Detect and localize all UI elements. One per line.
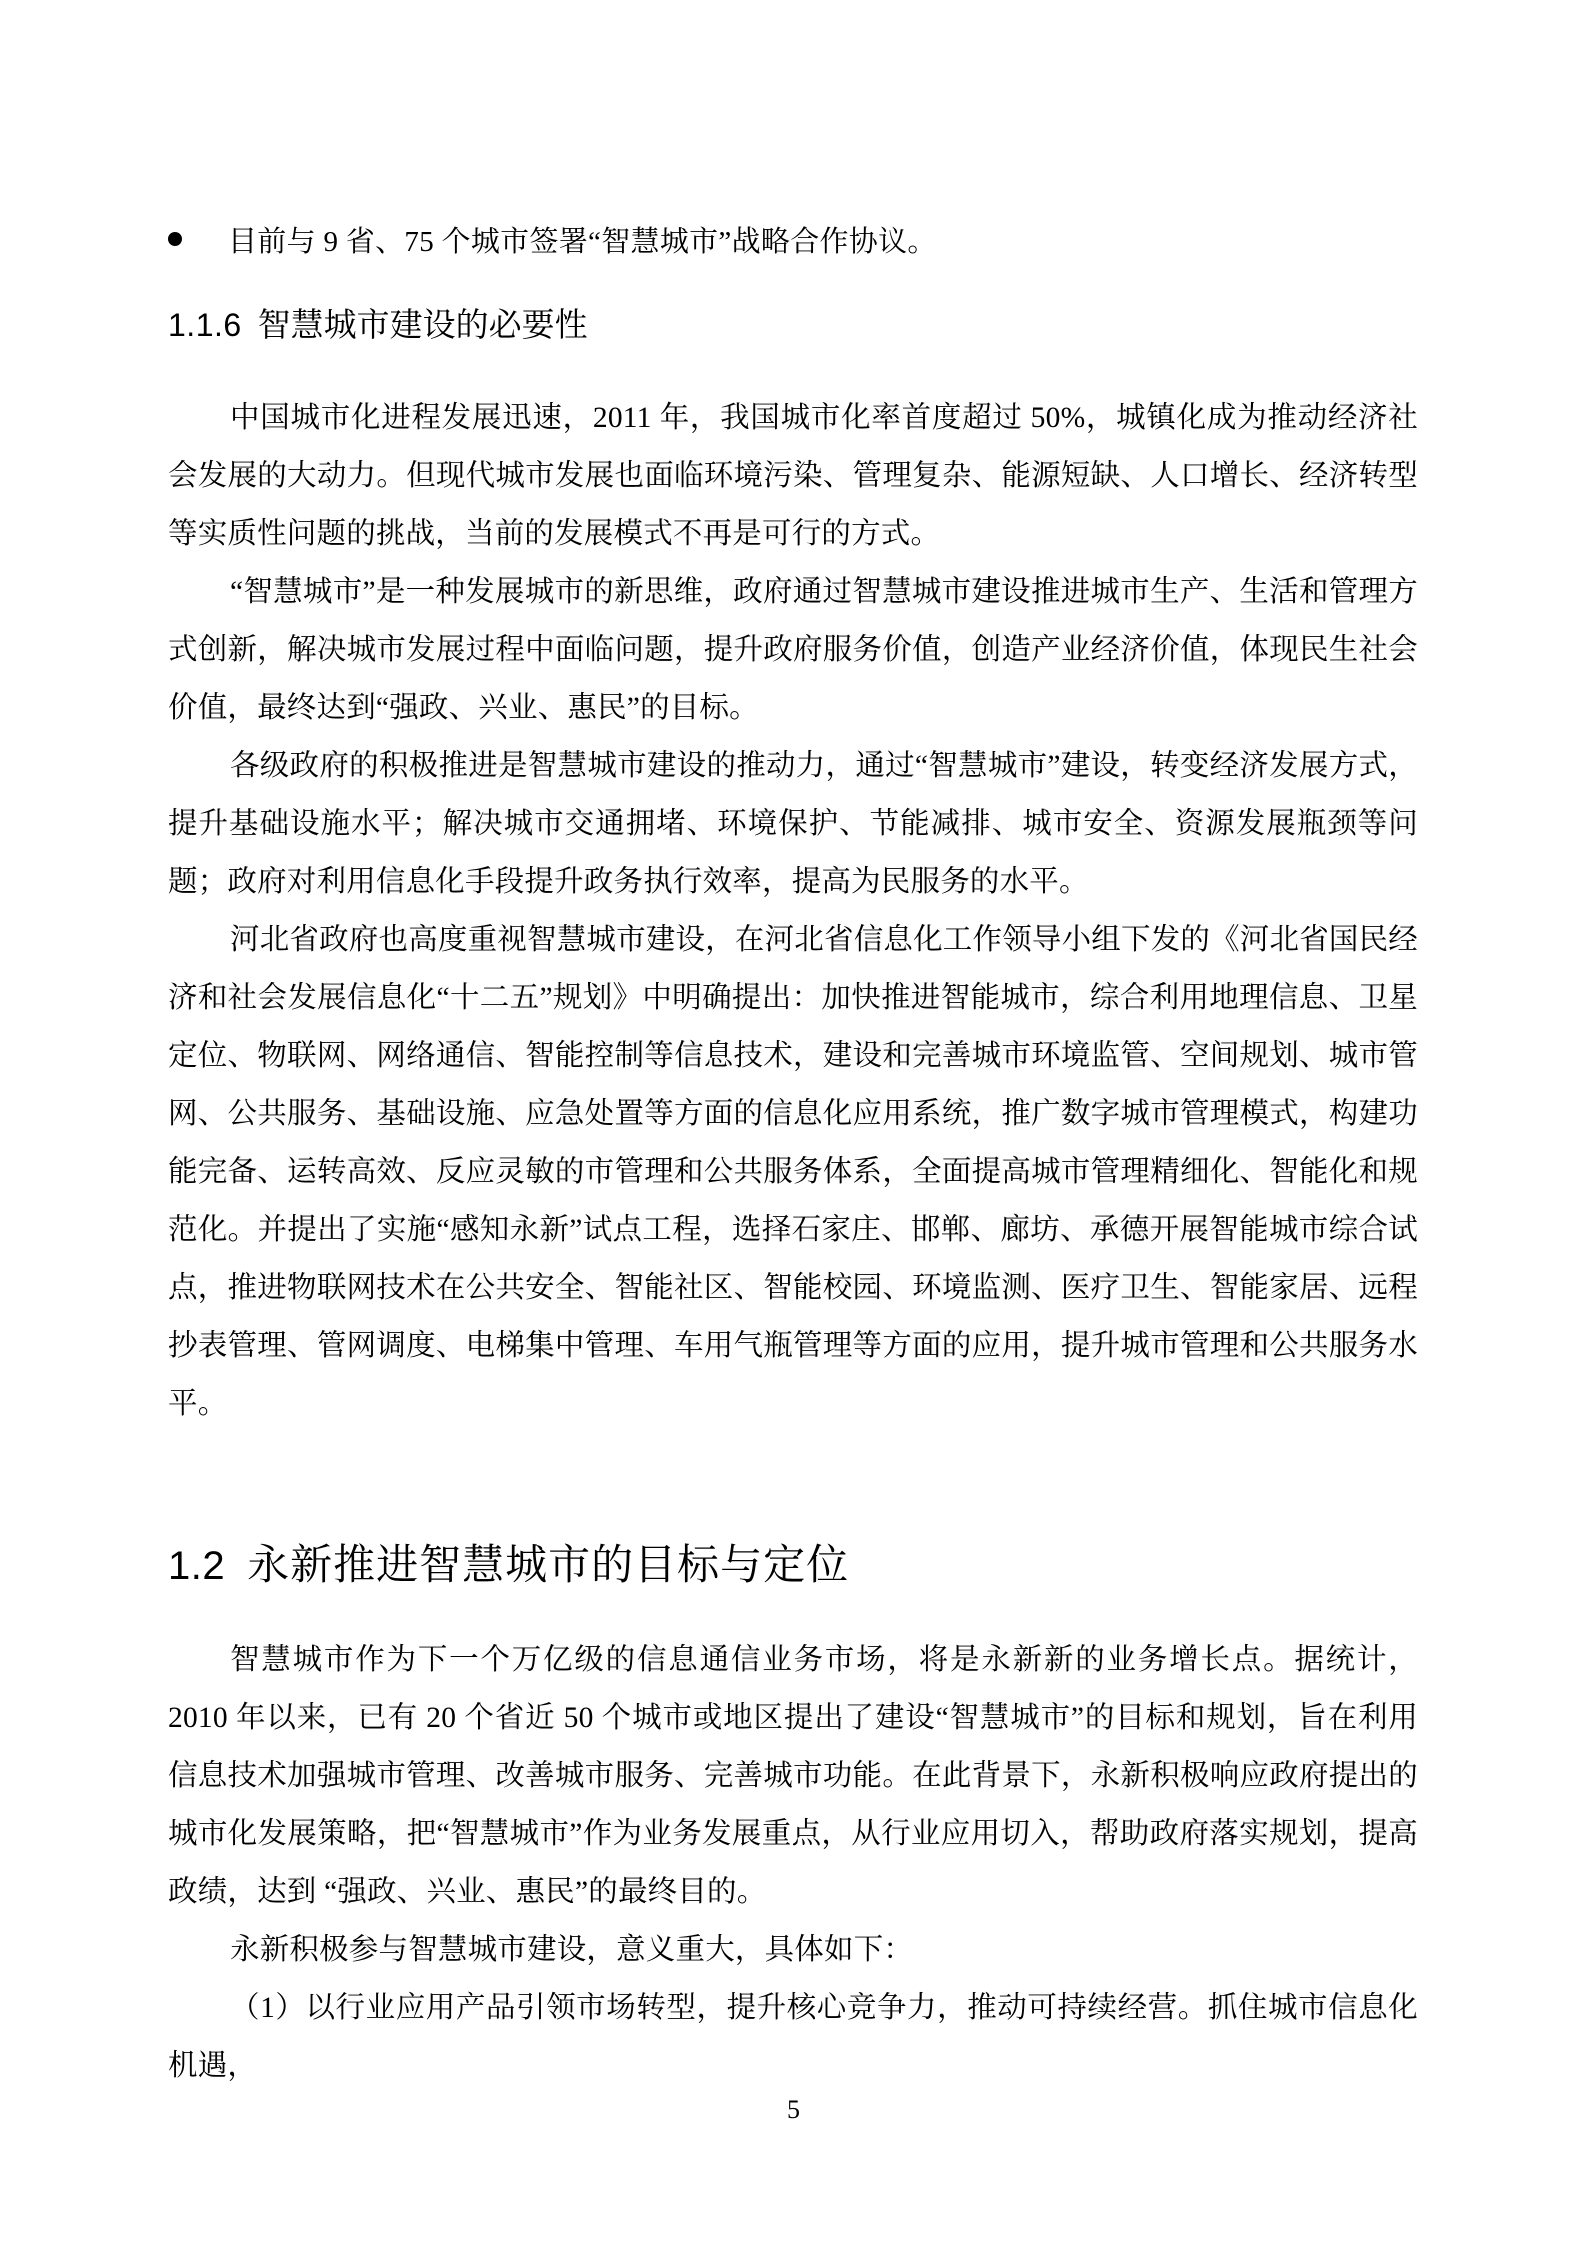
paragraph: 河北省政府也高度重视智慧城市建设，在河北省信息化工作领导小组下发的《河北省国民经济和社会发展信息化“十二五”规划》中明确提出：加快推进智能城市，综合利用地理信息、卫星定位、物联网、网络通信、智能控制等信息技术，建设和完善城市环境监管、空间规划、城市管网、公共服务、基础设施、应急处置等方面的信息化应用系统，推广数字城市管理模式，构建功能完备、运转高效、反应灵敏的市管理和公共服务体系，全面提高城市管理精细化、智能化和规范化。并提出了实施“感知永新”试点工程，选择石家庄、邯郸、廊坊、承德开展智能城市综合试点，推进物联网技术在公共安全、智能社区、智能校园、环境监测、医疗卫生、智能家居、远程抄表管理、管网调度、电梯集中管理、车用气瓶管理等方面的应用，提升城市管理和公共服务水平。 <box>168 924 1419 1420</box>
heading-1-1-6 <box>168 309 1418 343</box>
paragraph: 智慧城市作为下一个万亿级的信息通信业务市场，将是永新新的业务增长点。据统计，2010 年以来，已有 20 个省近 50 个城市或地区提出了建设“智慧城市”的目标和规划，旨在利用信息技术加强城市管理、改善城市服务、完善城市功能。在此背景下，永新积极响应政府提出的城市化发展策略，把“智慧城市”作为业务发展重点，从行业应用切入，帮助政府落实规划，提高政绩，达到 “强政、兴业、惠民”的最终目的。 <box>168 1644 1418 1908</box>
paragraph: 永新积极参与智慧城市建设，意义重大，具体如下： <box>230 1934 914 1966</box>
heading-1-2-number: 1.2 <box>168 1544 226 1588</box>
page-number: 5 <box>787 2095 800 2124</box>
list-item <box>168 228 1418 257</box>
heading-1-1-6-number: 1.1.6 <box>168 307 242 343</box>
heading-1-2-title: 永新推进智慧城市的目标与定位 <box>247 1543 850 1589</box>
heading-1-2 <box>168 1545 1418 1587</box>
bullet-dot-icon <box>168 232 182 246</box>
list-item-text: 目前与 9 省、75 个城市签署“智慧城市”战略合作协议。 <box>228 226 937 258</box>
paragraph: 各级政府的积极推进是智慧城市建设的推动力，通过“智慧城市”建设，转变经济发展方式，提升基础设施水平；解决城市交通拥堵、环境保护、节能减排、城市安全、资源发展瓶颈等问题；政府对利用信息化手段提升政务执行效率，提高为民服务的水平。 <box>168 750 1418 898</box>
paragraph: “智慧城市”是一种发展城市的新思维，政府通过智慧城市建设推进城市生产、生活和管理方式创新，解决城市发展过程中面临问题，提升政府服务价值，创造产业经济价值，体现民生社会价值，最终达到“强政、兴业、惠民”的目标。 <box>168 576 1418 724</box>
page-content <box>168 150 1418 2095</box>
paragraph: （1）以行业应用产品引领市场转型，提升核心竞争力，推动可持续经营。抓住城市信息化机遇， <box>168 1992 1418 2082</box>
heading-1-1-6-title: 智慧城市建设的必要性 <box>257 308 588 344</box>
paragraph: 中国城市化进程发展迅速，2011 年，我国城市化率首度超过 50%，城镇化成为推动经济社会发展的大动力。但现代城市发展也面临环境污染、管理复杂、能源短缺、人口增长、经济转型等实质性问题的挑战，当前的发展模式不再是可行的方式。 <box>168 402 1418 550</box>
